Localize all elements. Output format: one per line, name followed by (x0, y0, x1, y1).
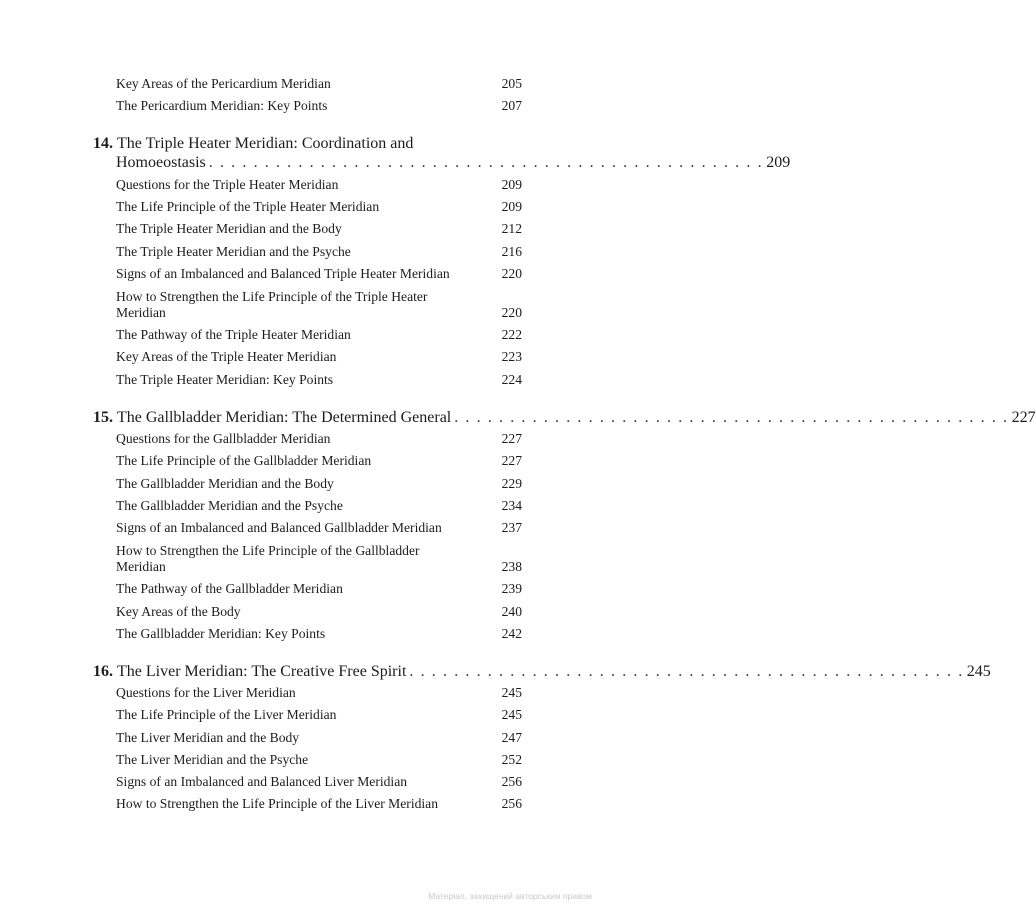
toc-entry-page: 216 (501, 244, 522, 259)
toc-entry-title: Questions for the Triple Heater Meridian (116, 177, 339, 192)
toc-entry (116, 349, 522, 365)
toc-entry (116, 730, 522, 746)
toc-entry (116, 752, 522, 768)
toc-entry-page: 252 (501, 752, 522, 767)
leader-dots: . . . . . . . . . . . . . . . . . . . . . . . . . . . . . . . . . . . . . . . . . . . . . . . . . . (208, 154, 764, 171)
toc-entry-page: 207 (501, 98, 522, 113)
toc-entry-page: 224 (501, 372, 522, 387)
toc-entry-page: 256 (501, 796, 522, 811)
toc-entry-title: Key Areas of the Pericardium Meridian (116, 76, 331, 91)
toc-entry-title: The Life Principle of the Triple Heater Meridian (116, 199, 380, 214)
chapter-heading-16 (93, 662, 991, 681)
toc-entry-title: Questions for the Liver Meridian (116, 685, 296, 700)
toc-entry-page: 245 (501, 707, 522, 722)
chapter-number: 14. (93, 135, 113, 152)
toc-entry-page: 247 (501, 730, 522, 745)
chapter-page: 227 (1011, 409, 1036, 426)
copyright-watermark: Матеріал, захищений авторським правом (428, 891, 592, 901)
chapter-page: 209 (766, 154, 791, 171)
toc-entry (116, 244, 522, 260)
toc-entry-page: 220 (501, 266, 522, 281)
chapter-title-line1: The Triple Heater Meridian: Coordination and (117, 135, 414, 152)
toc-entry-title: The Gallbladder Meridian and the Body (116, 476, 334, 491)
toc-entry-page: 212 (501, 221, 522, 236)
toc-entry-page: 222 (501, 327, 522, 342)
toc-entry (116, 221, 522, 237)
toc-entry-title: The Life Principle of the Gallbladder Meridian (116, 453, 372, 468)
toc-entry-page: 234 (501, 498, 522, 513)
toc-entry-title: How to Strengthen the Life Principle of the Triple Heater Meridian (116, 289, 428, 320)
toc-entry (116, 626, 522, 642)
toc-entry-title: The Gallbladder Meridian and the Psyche (116, 498, 343, 513)
toc-entry (116, 543, 522, 575)
toc-entry (116, 98, 522, 114)
toc-entry (116, 177, 522, 193)
toc-entry (116, 266, 522, 282)
toc-entry-title: Key Areas of the Triple Heater Meridian (116, 349, 337, 364)
toc-entry-page: 237 (501, 520, 522, 535)
toc-entry (116, 76, 522, 92)
leader-dots: . . . . . . . . . . . . . . . . . . . . . . . . . . . . . . . . . . . . . . . . . . . . . . . . . . (454, 409, 1009, 426)
toc-entry-page: 239 (501, 581, 522, 596)
toc-entry (116, 520, 522, 536)
toc-entry (116, 685, 522, 701)
toc-entry-title: The Pathway of the Triple Heater Meridian (116, 327, 351, 342)
toc-entry-title: The Gallbladder Meridian: Key Points (116, 626, 326, 641)
toc-entry-page: 223 (501, 349, 522, 364)
toc-entry-title: Signs of an Imbalanced and Balanced Liver Meridian (116, 774, 408, 789)
toc-entry-page: 205 (501, 76, 522, 91)
toc-entry-page: 242 (501, 626, 522, 641)
chapter-heading-14 (93, 134, 791, 172)
toc-entry-title: The Liver Meridian and the Body (116, 730, 300, 745)
toc-entry (116, 289, 522, 321)
toc-entry (116, 327, 522, 343)
toc-entry (116, 431, 522, 447)
toc-entry-page: 227 (501, 431, 522, 446)
toc-entry-title: How to Strengthen the Life Principle of the Liver Meridian (116, 796, 439, 811)
toc-entry (116, 372, 522, 388)
toc-entry-title: The Pericardium Meridian: Key Points (116, 98, 328, 113)
toc-entry-page: 227 (501, 453, 522, 468)
toc-entry (116, 199, 522, 215)
leader-dots: . . . . . . . . . . . . . . . . . . . . . . . . . . . . . . . . . . . . . . . . . . . . . . . . . . (409, 663, 964, 680)
chapter-number: 15. (93, 409, 113, 426)
toc-entry-title: The Life Principle of the Liver Meridian (116, 707, 337, 722)
toc-entry-title: How to Strengthen the Life Principle of the Gallbladder Meridian (116, 543, 420, 574)
toc-entry-title: The Liver Meridian and the Psyche (116, 752, 309, 767)
toc-entry-title: Signs of an Imbalanced and Balanced Triple Heater Meridian (116, 266, 450, 281)
toc-entry-page: 209 (501, 177, 522, 192)
toc-entry (116, 796, 522, 812)
chapter-title-line1: The Liver Meridian: The Creative Free Spirit (117, 663, 407, 680)
toc-entry-page: 240 (501, 604, 522, 619)
toc-entry-title: The Triple Heater Meridian and the Psyche (116, 244, 351, 259)
toc-entry-title: Signs of an Imbalanced and Balanced Gallbladder Meridian (116, 520, 442, 535)
toc-entry (116, 498, 522, 514)
toc-entry-page: 245 (501, 685, 522, 700)
chapter-heading-15 (93, 408, 1036, 427)
toc-entry-title: Key Areas of the Body (116, 604, 241, 619)
toc-entry-page: 220 (501, 305, 522, 320)
toc-entry-page: 238 (501, 559, 522, 574)
toc-entry-title: The Triple Heater Meridian: Key Points (116, 372, 334, 387)
chapter-page: 245 (966, 663, 991, 680)
toc-entry-page: 209 (501, 199, 522, 214)
chapter-number: 16. (93, 663, 113, 680)
toc-entry-title: The Triple Heater Meridian and the Body (116, 221, 342, 236)
toc-entry (116, 581, 522, 597)
toc-entry (116, 476, 522, 492)
toc-entry-page: 256 (501, 774, 522, 789)
chapter-title-line2: Homoeostasis (116, 154, 206, 171)
toc-entry-page: 229 (501, 476, 522, 491)
toc-entry-title: Questions for the Gallbladder Meridian (116, 431, 331, 446)
toc-entry (116, 774, 522, 790)
toc-entry (116, 707, 522, 723)
toc-entry-title: The Pathway of the Gallbladder Meridian (116, 581, 343, 596)
toc-entry (116, 604, 522, 620)
toc-entry (116, 453, 522, 469)
chapter-title-line1: The Gallbladder Meridian: The Determined General (117, 409, 452, 426)
